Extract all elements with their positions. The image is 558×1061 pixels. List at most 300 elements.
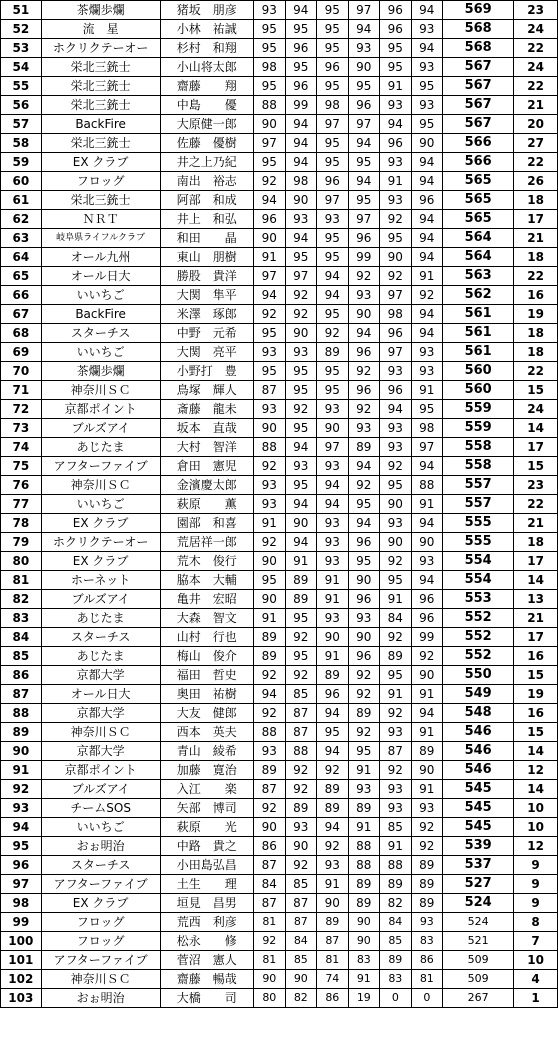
- table-row: [1, 552, 558, 571]
- inner-ten-cell: 14: [514, 780, 558, 799]
- series-score-cell: 91: [411, 495, 443, 514]
- series-score-cell: 89: [348, 894, 380, 913]
- rank-cell: 52: [1, 20, 42, 39]
- team-cell: ブルズアイ: [41, 590, 160, 609]
- team-cell: チームSOS: [41, 799, 160, 818]
- series-score-cell: 95: [254, 362, 286, 381]
- table-row: [1, 324, 558, 343]
- inner-ten-cell: 17: [514, 210, 558, 229]
- table-row: [1, 419, 558, 438]
- rank-cell: 94: [1, 818, 42, 837]
- total-score-cell: 561: [443, 324, 514, 343]
- table-row: [1, 172, 558, 191]
- series-score-cell: 88: [411, 476, 443, 495]
- name-cell: 井之上乃紀: [160, 153, 254, 172]
- total-score-cell: 557: [443, 476, 514, 495]
- inner-ten-cell: 10: [514, 799, 558, 818]
- name-cell: 米澤 琢郎: [160, 305, 254, 324]
- series-score-cell: 91: [348, 970, 380, 989]
- team-cell: 京都大学: [41, 704, 160, 723]
- series-score-cell: 95: [317, 305, 349, 324]
- series-score-cell: 86: [411, 951, 443, 970]
- series-score-cell: 89: [380, 951, 412, 970]
- series-score-cell: 94: [348, 134, 380, 153]
- series-score-cell: 90: [411, 761, 443, 780]
- rank-cell: 51: [1, 1, 42, 20]
- series-score-cell: 89: [380, 647, 412, 666]
- series-score-cell: 92: [254, 799, 286, 818]
- rank-cell: 72: [1, 400, 42, 419]
- table-row: [1, 628, 558, 647]
- series-score-cell: 93: [317, 514, 349, 533]
- series-score-cell: 93: [411, 799, 443, 818]
- series-score-cell: 89: [317, 799, 349, 818]
- team-cell: BackFire: [41, 115, 160, 134]
- total-score-cell: 559: [443, 400, 514, 419]
- total-score-cell: 549: [443, 685, 514, 704]
- table-row: [1, 970, 558, 989]
- table-row: [1, 495, 558, 514]
- total-score-cell: 537: [443, 856, 514, 875]
- series-score-cell: 92: [285, 780, 317, 799]
- series-score-cell: 93: [348, 419, 380, 438]
- table-row: [1, 761, 558, 780]
- series-score-cell: 95: [285, 419, 317, 438]
- series-score-cell: 94: [317, 495, 349, 514]
- total-score-cell: 564: [443, 248, 514, 267]
- inner-ten-cell: 14: [514, 742, 558, 761]
- series-score-cell: 99: [285, 96, 317, 115]
- table-row: [1, 96, 558, 115]
- inner-ten-cell: 9: [514, 875, 558, 894]
- inner-ten-cell: 14: [514, 419, 558, 438]
- total-score-cell: 557: [443, 495, 514, 514]
- series-score-cell: 90: [348, 932, 380, 951]
- series-score-cell: 93: [285, 457, 317, 476]
- series-score-cell: 94: [411, 39, 443, 58]
- total-score-cell: 567: [443, 77, 514, 96]
- inner-ten-cell: 24: [514, 20, 558, 39]
- inner-ten-cell: 16: [514, 704, 558, 723]
- series-score-cell: 95: [254, 20, 286, 39]
- series-score-cell: 94: [411, 248, 443, 267]
- team-cell: おぉ明治: [41, 837, 160, 856]
- rank-cell: 91: [1, 761, 42, 780]
- series-score-cell: 90: [348, 913, 380, 932]
- series-score-cell: 92: [411, 837, 443, 856]
- inner-ten-cell: 27: [514, 134, 558, 153]
- inner-ten-cell: 18: [514, 191, 558, 210]
- series-score-cell: 97: [254, 267, 286, 286]
- series-score-cell: 91: [348, 761, 380, 780]
- series-score-cell: 94: [411, 704, 443, 723]
- series-score-cell: 97: [348, 115, 380, 134]
- series-score-cell: 92: [348, 685, 380, 704]
- series-score-cell: 93: [380, 780, 412, 799]
- series-score-cell: 95: [285, 381, 317, 400]
- total-score-cell: 545: [443, 780, 514, 799]
- series-score-cell: 88: [348, 837, 380, 856]
- series-score-cell: 96: [380, 324, 412, 343]
- series-score-cell: 91: [411, 723, 443, 742]
- rank-cell: 85: [1, 647, 42, 666]
- name-cell: 中島 優: [160, 96, 254, 115]
- series-score-cell: 92: [380, 761, 412, 780]
- series-score-cell: 89: [380, 875, 412, 894]
- table-row: [1, 913, 558, 932]
- team-cell: 茶爛歩爛: [41, 362, 160, 381]
- series-score-cell: 92: [285, 666, 317, 685]
- team-cell: EX クラブ: [41, 552, 160, 571]
- series-score-cell: 93: [317, 457, 349, 476]
- inner-ten-cell: 20: [514, 115, 558, 134]
- team-cell: 神奈川ＳＣ: [41, 476, 160, 495]
- table-row: [1, 210, 558, 229]
- series-score-cell: 95: [348, 495, 380, 514]
- rank-cell: 53: [1, 39, 42, 58]
- name-cell: 中路 貴之: [160, 837, 254, 856]
- series-score-cell: 91: [411, 685, 443, 704]
- series-score-cell: 94: [348, 514, 380, 533]
- inner-ten-cell: 22: [514, 153, 558, 172]
- name-cell: 入江 楽: [160, 780, 254, 799]
- series-score-cell: 96: [380, 1, 412, 20]
- series-score-cell: 95: [285, 609, 317, 628]
- series-score-cell: 92: [348, 476, 380, 495]
- team-cell: アフターファイブ: [41, 875, 160, 894]
- team-cell: あじたま: [41, 647, 160, 666]
- inner-ten-cell: 21: [514, 514, 558, 533]
- series-score-cell: 92: [317, 837, 349, 856]
- rank-cell: 86: [1, 666, 42, 685]
- series-score-cell: 95: [380, 39, 412, 58]
- series-score-cell: 87: [380, 742, 412, 761]
- series-score-cell: 88: [254, 438, 286, 457]
- inner-ten-cell: 22: [514, 362, 558, 381]
- table-row: [1, 77, 558, 96]
- series-score-cell: 96: [348, 647, 380, 666]
- series-score-cell: 95: [254, 153, 286, 172]
- rank-cell: 64: [1, 248, 42, 267]
- series-score-cell: 94: [411, 172, 443, 191]
- team-cell: 栄北三銃士: [41, 96, 160, 115]
- series-score-cell: 91: [380, 172, 412, 191]
- table-row: [1, 400, 558, 419]
- series-score-cell: 92: [285, 628, 317, 647]
- name-cell: 亀井 宏昭: [160, 590, 254, 609]
- series-score-cell: 93: [380, 723, 412, 742]
- total-score-cell: 267: [443, 989, 514, 1008]
- team-cell: アフターファイブ: [41, 457, 160, 476]
- series-score-cell: 94: [285, 229, 317, 248]
- series-score-cell: 93: [348, 286, 380, 305]
- series-score-cell: 87: [254, 381, 286, 400]
- series-score-cell: 92: [254, 457, 286, 476]
- series-score-cell: 95: [380, 476, 412, 495]
- rank-cell: 68: [1, 324, 42, 343]
- series-score-cell: 93: [317, 609, 349, 628]
- series-score-cell: 89: [254, 628, 286, 647]
- name-cell: 和田 晶: [160, 229, 254, 248]
- series-score-cell: 85: [380, 818, 412, 837]
- inner-ten-cell: 19: [514, 685, 558, 704]
- name-cell: 斎藤 龍未: [160, 400, 254, 419]
- series-score-cell: 94: [411, 514, 443, 533]
- series-score-cell: 92: [317, 761, 349, 780]
- series-score-cell: 94: [285, 153, 317, 172]
- total-score-cell: 509: [443, 951, 514, 970]
- series-score-cell: 92: [317, 324, 349, 343]
- series-score-cell: 93: [411, 96, 443, 115]
- series-score-cell: 95: [317, 723, 349, 742]
- series-score-cell: 81: [317, 951, 349, 970]
- rank-cell: 59: [1, 153, 42, 172]
- series-score-cell: 95: [285, 248, 317, 267]
- series-score-cell: 92: [348, 723, 380, 742]
- rank-cell: 74: [1, 438, 42, 457]
- series-score-cell: 90: [317, 894, 349, 913]
- rank-cell: 102: [1, 970, 42, 989]
- series-score-cell: 93: [411, 343, 443, 362]
- series-score-cell: 89: [348, 875, 380, 894]
- series-score-cell: 95: [348, 153, 380, 172]
- inner-ten-cell: 19: [514, 305, 558, 324]
- name-cell: 南出 裕志: [160, 172, 254, 191]
- series-score-cell: 92: [348, 400, 380, 419]
- inner-ten-cell: 22: [514, 77, 558, 96]
- series-score-cell: 94: [411, 229, 443, 248]
- team-cell: BackFire: [41, 305, 160, 324]
- series-score-cell: 91: [317, 590, 349, 609]
- series-score-cell: 96: [411, 609, 443, 628]
- series-score-cell: 92: [380, 552, 412, 571]
- rank-cell: 71: [1, 381, 42, 400]
- series-score-cell: 96: [348, 96, 380, 115]
- series-score-cell: 90: [317, 419, 349, 438]
- table-row: [1, 609, 558, 628]
- series-score-cell: 93: [317, 400, 349, 419]
- series-score-cell: 89: [254, 647, 286, 666]
- total-score-cell: 562: [443, 286, 514, 305]
- rank-cell: 55: [1, 77, 42, 96]
- rank-cell: 62: [1, 210, 42, 229]
- inner-ten-cell: 18: [514, 533, 558, 552]
- series-score-cell: 92: [285, 856, 317, 875]
- series-score-cell: 93: [348, 609, 380, 628]
- name-cell: 荒居祥一郎: [160, 533, 254, 552]
- total-score-cell: 552: [443, 647, 514, 666]
- rank-cell: 96: [1, 856, 42, 875]
- rank-cell: 99: [1, 913, 42, 932]
- series-score-cell: 96: [411, 590, 443, 609]
- team-cell: ホーネット: [41, 571, 160, 590]
- table-row: [1, 989, 558, 1008]
- table-row: [1, 457, 558, 476]
- total-score-cell: 564: [443, 229, 514, 248]
- team-cell: 神奈川ＳＣ: [41, 381, 160, 400]
- rank-cell: 65: [1, 267, 42, 286]
- name-cell: 矢部 博司: [160, 799, 254, 818]
- series-score-cell: 93: [285, 818, 317, 837]
- table-row: [1, 894, 558, 913]
- series-score-cell: 96: [348, 229, 380, 248]
- rank-cell: 83: [1, 609, 42, 628]
- rank-cell: 87: [1, 685, 42, 704]
- series-score-cell: 88: [380, 856, 412, 875]
- rank-cell: 97: [1, 875, 42, 894]
- series-score-cell: 90: [285, 837, 317, 856]
- series-score-cell: 91: [317, 875, 349, 894]
- series-score-cell: 90: [254, 970, 286, 989]
- table-row: [1, 20, 558, 39]
- rank-cell: 80: [1, 552, 42, 571]
- total-score-cell: 566: [443, 153, 514, 172]
- series-score-cell: 95: [348, 191, 380, 210]
- series-score-cell: 89: [411, 742, 443, 761]
- inner-ten-cell: 17: [514, 628, 558, 647]
- series-score-cell: 84: [254, 875, 286, 894]
- total-score-cell: 568: [443, 20, 514, 39]
- series-score-cell: 81: [411, 970, 443, 989]
- series-score-cell: 94: [317, 476, 349, 495]
- table-row: [1, 381, 558, 400]
- series-score-cell: 96: [317, 58, 349, 77]
- total-score-cell: 546: [443, 761, 514, 780]
- series-score-cell: 82: [285, 989, 317, 1008]
- table-row: [1, 514, 558, 533]
- series-score-cell: 97: [285, 267, 317, 286]
- series-score-cell: 91: [411, 381, 443, 400]
- results-body: [1, 1, 558, 1008]
- name-cell: 萩原 光: [160, 818, 254, 837]
- series-score-cell: 81: [254, 951, 286, 970]
- team-cell: EX クラブ: [41, 153, 160, 172]
- series-score-cell: 93: [254, 1, 286, 20]
- series-score-cell: 95: [254, 77, 286, 96]
- table-row: [1, 248, 558, 267]
- series-score-cell: 93: [411, 20, 443, 39]
- rank-cell: 100: [1, 932, 42, 951]
- series-score-cell: 95: [317, 362, 349, 381]
- rank-cell: 56: [1, 96, 42, 115]
- series-score-cell: 89: [285, 590, 317, 609]
- series-score-cell: 90: [285, 514, 317, 533]
- total-score-cell: 560: [443, 362, 514, 381]
- series-score-cell: 94: [411, 324, 443, 343]
- table-row: [1, 58, 558, 77]
- team-cell: スターチス: [41, 324, 160, 343]
- series-score-cell: 90: [348, 628, 380, 647]
- team-cell: フロッグ: [41, 932, 160, 951]
- series-score-cell: 97: [317, 438, 349, 457]
- series-score-cell: 95: [317, 39, 349, 58]
- series-score-cell: 93: [254, 476, 286, 495]
- rank-cell: 63: [1, 229, 42, 248]
- inner-ten-cell: 10: [514, 818, 558, 837]
- series-score-cell: 97: [411, 438, 443, 457]
- table-row: [1, 742, 558, 761]
- inner-ten-cell: 18: [514, 248, 558, 267]
- team-cell: ブルズアイ: [41, 780, 160, 799]
- team-cell: 茶爛歩爛: [41, 1, 160, 20]
- series-score-cell: 90: [285, 191, 317, 210]
- series-score-cell: 89: [285, 571, 317, 590]
- name-cell: 青山 綾希: [160, 742, 254, 761]
- table-row: [1, 780, 558, 799]
- series-score-cell: 98: [380, 305, 412, 324]
- name-cell: 阿部 和成: [160, 191, 254, 210]
- inner-ten-cell: 26: [514, 172, 558, 191]
- series-score-cell: 92: [254, 932, 286, 951]
- team-cell: 流 星: [41, 20, 160, 39]
- inner-ten-cell: 23: [514, 1, 558, 20]
- table-row: [1, 837, 558, 856]
- table-row: [1, 533, 558, 552]
- total-score-cell: 555: [443, 514, 514, 533]
- rank-cell: 92: [1, 780, 42, 799]
- series-score-cell: 92: [411, 818, 443, 837]
- name-cell: 猪坂 朋彦: [160, 1, 254, 20]
- series-score-cell: 95: [254, 324, 286, 343]
- rank-cell: 60: [1, 172, 42, 191]
- series-score-cell: 90: [348, 571, 380, 590]
- name-cell: 齋藤 暢哉: [160, 970, 254, 989]
- series-score-cell: 95: [285, 647, 317, 666]
- table-row: [1, 134, 558, 153]
- table-row: [1, 666, 558, 685]
- team-cell: 京都ポイント: [41, 400, 160, 419]
- table-row: [1, 286, 558, 305]
- team-cell: 神奈川ＳＣ: [41, 970, 160, 989]
- inner-ten-cell: 10: [514, 951, 558, 970]
- rank-cell: 84: [1, 628, 42, 647]
- inner-ten-cell: 23: [514, 476, 558, 495]
- name-cell: 大関 隼平: [160, 286, 254, 305]
- table-row: [1, 704, 558, 723]
- name-cell: 小田島弘昌: [160, 856, 254, 875]
- series-score-cell: 95: [285, 58, 317, 77]
- series-score-cell: 94: [317, 818, 349, 837]
- series-score-cell: 95: [380, 229, 412, 248]
- series-score-cell: 94: [380, 115, 412, 134]
- inner-ten-cell: 21: [514, 229, 558, 248]
- total-score-cell: 561: [443, 343, 514, 362]
- team-cell: フロッグ: [41, 172, 160, 191]
- series-score-cell: 92: [380, 628, 412, 647]
- series-score-cell: 86: [317, 989, 349, 1008]
- table-row: [1, 799, 558, 818]
- series-score-cell: 88: [348, 856, 380, 875]
- rank-cell: 77: [1, 495, 42, 514]
- rank-cell: 88: [1, 704, 42, 723]
- series-score-cell: 94: [285, 1, 317, 20]
- total-score-cell: 565: [443, 191, 514, 210]
- name-cell: 大橋 司: [160, 989, 254, 1008]
- total-score-cell: 569: [443, 1, 514, 20]
- series-score-cell: 83: [380, 970, 412, 989]
- name-cell: 東山 朋樹: [160, 248, 254, 267]
- series-score-cell: 87: [285, 723, 317, 742]
- series-score-cell: 90: [285, 324, 317, 343]
- series-score-cell: 90: [411, 533, 443, 552]
- series-score-cell: 94: [411, 210, 443, 229]
- name-cell: 土生 理: [160, 875, 254, 894]
- series-score-cell: 95: [285, 476, 317, 495]
- series-score-cell: 92: [380, 457, 412, 476]
- team-cell: 栄北三銃士: [41, 134, 160, 153]
- total-score-cell: 545: [443, 818, 514, 837]
- series-score-cell: 92: [348, 267, 380, 286]
